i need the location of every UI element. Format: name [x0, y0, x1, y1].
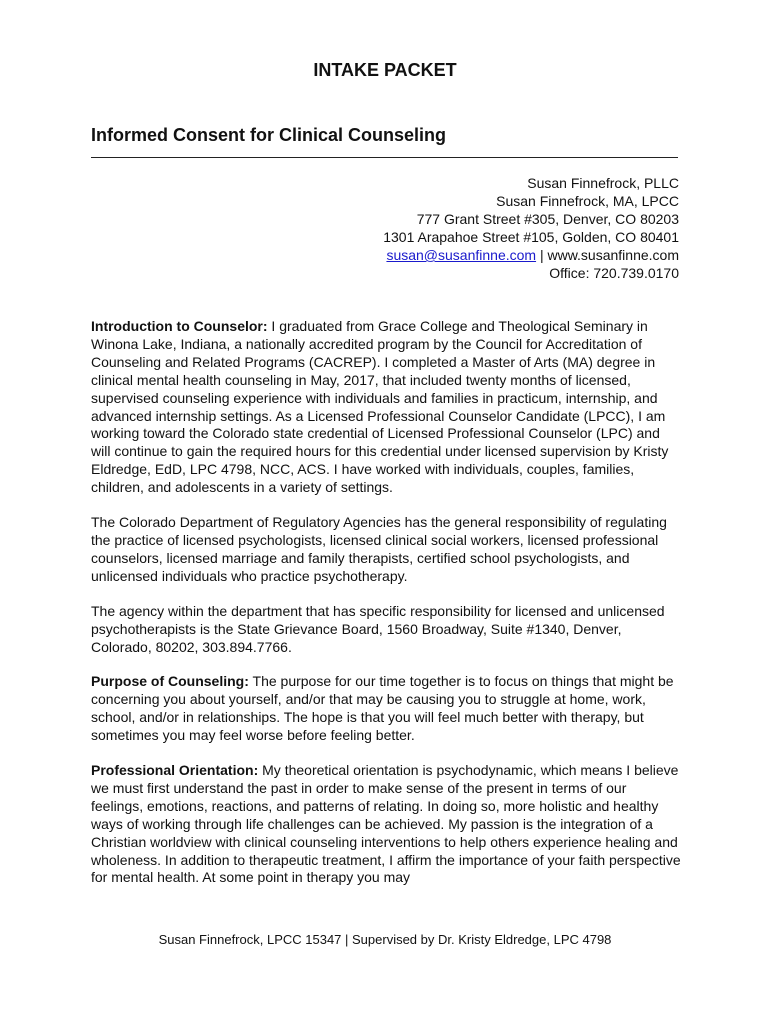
intro-heading: Introduction to Counselor: — [91, 318, 268, 334]
link-separator: | — [536, 247, 548, 263]
address-denver: 777 Grant Street #305, Denver, CO 80203 — [416, 211, 679, 227]
office-phone: Office: 720.739.0170 — [549, 265, 679, 281]
practice-name: Susan Finnefrock, PLLC — [527, 175, 679, 191]
page-title: INTAKE PACKET — [313, 60, 457, 80]
orientation-heading: Professional Orientation: — [91, 762, 259, 779]
orientation-paragraph — [91, 762, 681, 887]
website-text: www.susanfinne.com — [547, 247, 679, 263]
contact-block — [383, 174, 679, 282]
document-body — [91, 318, 681, 904]
dora-paragraph: The Colorado Department of Regulatory Agencies has the general responsibility of regulating the practice of licensed psychologists, licensed clinical social workers, licensed professional counselors, licensed marriage and family therapists, certified school psychologists, and unlicensed individuals who practice psychotherapy. — [91, 514, 667, 584]
divider-rule — [91, 157, 678, 158]
contact-links — [383, 246, 679, 264]
intro-text: I graduated from Grace College and Theological Seminary in Winona Lake, Indiana, a nationally accredited program by the Council for Accreditation of Counseling and Related Programs (CACREP). I completed a Master of Arts (MA) degree in clinical mental health counseling in May, 2017, that included twenty months of licensed, supervised counseling experience with individuals and families in practicum, internship, and advanced internship settings. As a Licensed Professional Counselor Candidate (LPCC), I am working toward the Colorado state credential of Licensed Professional Counselor (LPC) and will continue to gain the required hours for this credential under licensed supervision by Kristy Eldredge, EdD, LPC 4798, NCC, ACS. I have worked with individuals, couples, families, children, and adolescents in a variety of settings. — [91, 318, 669, 496]
purpose-heading: Purpose of Counseling: — [91, 673, 249, 690]
page-footer: Susan Finnefrock, LPCC 15347 | Supervised by Dr. Kristy Eldredge, LPC 4798 — [158, 932, 612, 947]
orientation-text: My theoretical orientation is psychodynamic, which means I believe we must first understand the past in order to make sense of the present in terms of our feelings, emotions, reactions, and patterns of relating. In doing so, more holistic and healthy ways of working through life challenges can be achieved. My passion is the integration of a Christian worldview with clinical counseling interventions to help others experience healing and wholeness. In addition to therapeutic treatment, I affirm the importance of your faith perspective for mental health. At some point in therapy you may — [91, 762, 681, 886]
agency-paragraph: The agency within the department that has specific responsibility for licensed and unlicensed psychotherapists is the State Grievance Board, 1560 Broadway, Suite #1340, Denver, Colorado, 80202, 303.894.7766. — [91, 602, 665, 655]
document-subtitle: Informed Consent for Clinical Counseling — [91, 125, 447, 145]
counselor-name: Susan Finnefrock, MA, LPCC — [496, 193, 679, 209]
intro-paragraph — [91, 318, 681, 497]
purpose-text: The purpose for our time together is to focus on things that might be concerning you about yourself, and/or that may be causing you to struggle at home, work, school, and/or in relationships. The hope is that you will feel much better with therapy, but sometimes you may feel worse before feeling better. — [91, 673, 674, 744]
address-golden: 1301 Arapahoe Street #105, Golden, CO 80401 — [383, 229, 679, 245]
purpose-paragraph — [91, 673, 681, 745]
email-link[interactable]: susan@susanfinne.com — [386, 247, 537, 263]
